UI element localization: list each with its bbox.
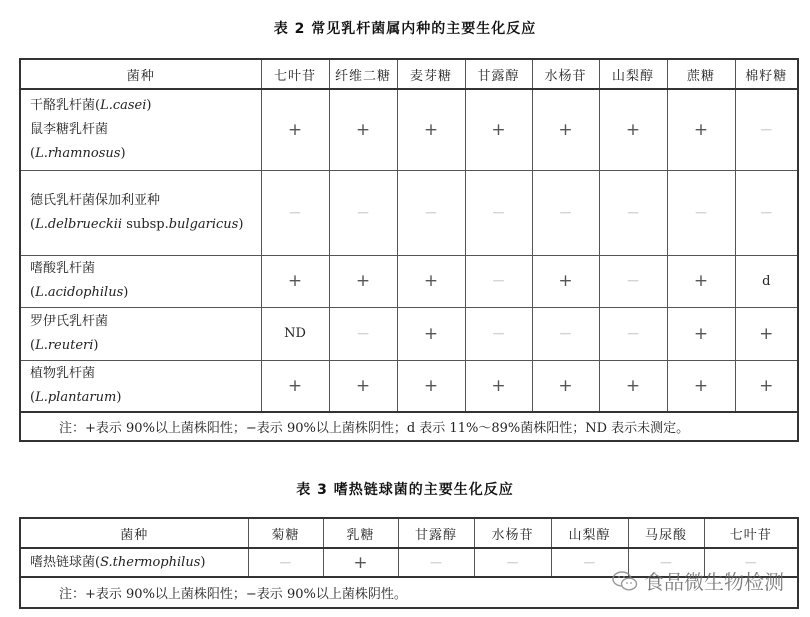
col-header-esculin: 七叶苷 <box>261 59 329 89</box>
result-cell: + <box>599 89 667 170</box>
col-header-lactose: 乳糖 <box>323 518 398 548</box>
table2-biochemical-reactions <box>19 58 799 442</box>
table2-title: 表 2 常见乳杆菌属内种的主要生化反应 <box>273 21 537 37</box>
result-cell: − <box>465 170 532 255</box>
result-cell: + <box>667 360 735 412</box>
table2-note: 注：+表示 90%以上菌株阳性；−表示 90%以上菌株阴性；d 表示 11%～89%菌株阳性；ND 表示未测定。 <box>20 412 798 441</box>
paren: ) <box>200 554 206 570</box>
col-header-sucrose: 蔗糖 <box>667 59 735 89</box>
result-cell: − <box>667 170 735 255</box>
result-cell: + <box>323 548 398 577</box>
species-name-latin: L.rhamnosus <box>35 145 121 161</box>
result-cell: + <box>532 89 599 170</box>
result-cell: − <box>599 255 667 307</box>
result-cell: + <box>261 360 329 412</box>
result-cell: + <box>261 89 329 170</box>
result-cell: + <box>397 89 465 170</box>
table3-header-row <box>20 518 798 548</box>
species-name-cn: 罗伊氏乳杆菌 <box>30 313 109 329</box>
table3-title: 表 3 嗜热链球菌的主要生化反应 <box>296 482 514 498</box>
result-cell: + <box>397 360 465 412</box>
species-cell <box>20 548 248 577</box>
species-name-latin: L.acidophilus <box>35 285 124 300</box>
result-cell: − <box>735 170 798 255</box>
result-cell: − <box>398 548 474 577</box>
subsp-label: subsp. <box>122 216 169 232</box>
table3-note: 注：+表示 90%以上菌株阳性；−表示 90%以上菌株阴性。 <box>20 577 798 608</box>
species-name-latin: L.delbrueckii <box>35 216 123 232</box>
table3-biochemical-reactions <box>19 517 799 609</box>
table2-header-row <box>20 59 798 89</box>
result-cell: + <box>532 360 599 412</box>
result-cell: − <box>329 170 397 255</box>
col-header-maltose: 麦芽糖 <box>397 59 465 89</box>
result-cell: + <box>599 360 667 412</box>
paren: ) <box>146 97 152 113</box>
species-name-cn: 植物乳杆菌 <box>30 365 96 381</box>
table-row <box>20 360 798 412</box>
species-cell: 嗜酸乳杆菌 (L.acidophilus) <box>20 255 261 307</box>
col-header-mannitol: 甘露醇 <box>465 59 532 89</box>
result-cell: − <box>599 170 667 255</box>
col-header-cellobiose: 纤维二糖 <box>329 59 397 89</box>
result-cell: + <box>667 89 735 170</box>
result-cell: − <box>474 548 551 577</box>
result-cell: − <box>329 307 397 360</box>
watermark <box>612 566 784 595</box>
table2-note-row <box>20 412 798 441</box>
table-row <box>20 89 798 170</box>
species-name-cn: 嗜酸乳杆菌 <box>30 261 96 276</box>
result-cell: + <box>667 307 735 360</box>
result-cell: − <box>261 170 329 255</box>
species-name-latin: L.casei <box>100 97 147 113</box>
species-name-latin: L.reuteri <box>35 337 94 353</box>
result-cell: + <box>329 89 397 170</box>
col-header-sorbitol: 山梨醇 <box>551 518 628 548</box>
col-header-sorbitol: 山梨醇 <box>599 59 667 89</box>
result-cell: + <box>397 307 465 360</box>
species-cell: 干酪乳杆菌(L.casei) 鼠李糖乳杆菌 (L.rhamnosus) <box>20 89 261 170</box>
result-cell: + <box>735 307 798 360</box>
result-cell: + <box>261 255 329 307</box>
species-name-latin: S.thermophilus <box>100 554 201 570</box>
species-name-latin: L.plantarum <box>35 389 117 405</box>
col-header-raffinose: 棉籽糖 <box>735 59 798 89</box>
result-cell: − <box>599 307 667 360</box>
species-name-cn: 嗜热链球菌( <box>30 554 101 570</box>
result-cell: − <box>465 255 532 307</box>
result-cell: − <box>532 170 599 255</box>
result-cell: + <box>465 89 532 170</box>
watermark-text: 食品微生物检测 <box>644 570 784 594</box>
result-cell: − <box>704 548 798 577</box>
result-cell: + <box>465 360 532 412</box>
species-cell: 植物乳杆菌 (L.plantarum) <box>20 360 261 412</box>
species-cell: 德氏乳杆菌保加利亚种 (L.delbrueckii subsp.bulgaricus) <box>20 170 261 255</box>
result-cell: ND <box>261 307 329 360</box>
col-header-species: 菌种 <box>20 518 248 548</box>
col-header-species: 菌种 <box>20 59 261 89</box>
result-cell: − <box>735 89 798 170</box>
species-name-cn: 干酪乳杆菌( <box>30 97 101 113</box>
col-header-mannitol: 甘露醇 <box>398 518 474 548</box>
result-cell: − <box>551 548 628 577</box>
col-header-salicin: 水杨苷 <box>474 518 551 548</box>
col-header-esculin: 七叶苷 <box>704 518 798 548</box>
species-cell: 罗伊氏乳杆菌 (L.reuteri) <box>20 307 261 360</box>
species-name-cn: 德氏乳杆菌保加利亚种 <box>30 192 161 208</box>
result-cell: + <box>667 255 735 307</box>
table-row <box>20 307 798 360</box>
wechat-icon <box>612 570 638 592</box>
col-header-inulin: 菊糖 <box>248 518 323 548</box>
table-row <box>20 170 798 255</box>
subspecies-name-latin: bulgaricus <box>168 216 239 232</box>
result-cell: + <box>532 255 599 307</box>
result-cell: d <box>735 255 798 307</box>
result-cell: + <box>735 360 798 412</box>
result-cell: − <box>628 548 704 577</box>
species-name-cn: 鼠李糖乳杆菌 <box>30 121 109 137</box>
result-cell: − <box>532 307 599 360</box>
col-header-salicin: 水杨苷 <box>532 59 599 89</box>
result-cell: + <box>329 360 397 412</box>
result-cell: + <box>329 255 397 307</box>
result-cell: + <box>397 255 465 307</box>
result-cell: − <box>465 307 532 360</box>
col-header-hippurate: 马尿酸 <box>628 518 704 548</box>
table-row <box>20 255 798 307</box>
result-cell: − <box>397 170 465 255</box>
result-cell: − <box>248 548 323 577</box>
